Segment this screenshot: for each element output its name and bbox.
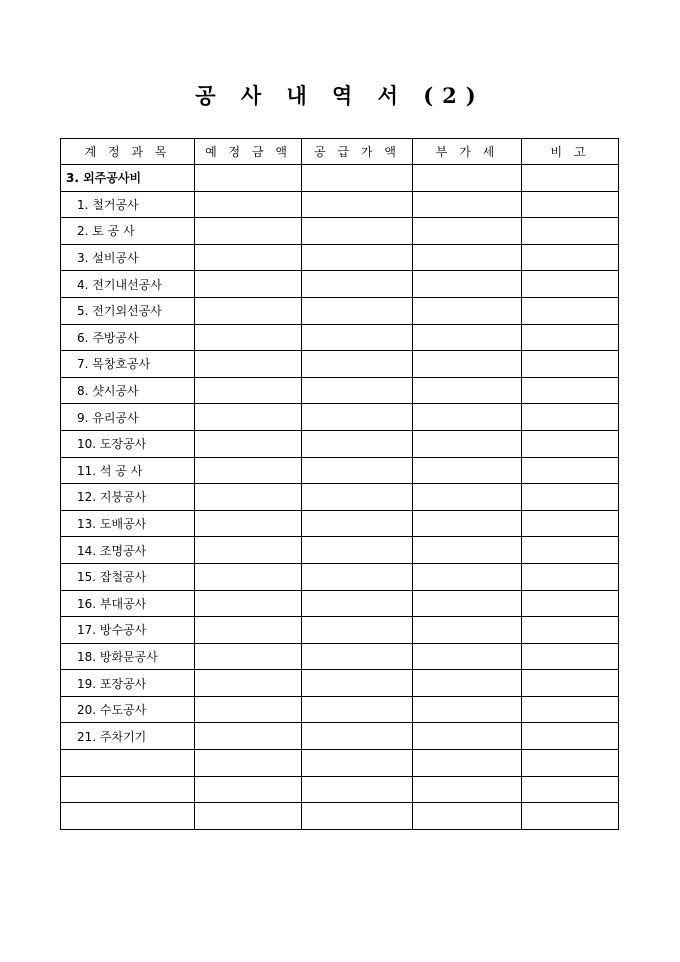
item-label: 5. 전기외선공사 xyxy=(61,297,195,324)
remarks-cell[interactable] xyxy=(522,723,619,750)
table-row xyxy=(61,643,619,670)
item-label xyxy=(61,750,195,777)
supply-value-cell[interactable] xyxy=(302,803,413,830)
supply-value-cell[interactable] xyxy=(302,776,413,803)
construction-details-table xyxy=(60,138,619,830)
empty-row xyxy=(61,803,619,830)
item-label: 9. 유리공사 xyxy=(61,404,195,431)
remarks-cell[interactable] xyxy=(522,696,619,723)
table-row xyxy=(61,723,619,750)
supply-value-cell[interactable] xyxy=(302,723,413,750)
table-row xyxy=(61,377,619,404)
table-row xyxy=(61,430,619,457)
estimated-amount-cell[interactable] xyxy=(195,430,302,457)
remarks-cell[interactable] xyxy=(522,377,619,404)
estimated-amount-cell[interactable] xyxy=(195,776,302,803)
header-vat: 부 가 세 xyxy=(413,139,522,165)
vat-cell[interactable] xyxy=(413,776,522,803)
vat-cell[interactable] xyxy=(413,803,522,830)
table-row xyxy=(61,537,619,564)
item-label: 10. 도장공사 xyxy=(61,430,195,457)
estimated-amount-cell[interactable] xyxy=(195,750,302,777)
vat-cell[interactable] xyxy=(413,404,522,431)
header-estimated-amount: 예 정 금 액 xyxy=(195,139,302,165)
table-row xyxy=(61,696,619,723)
table-row xyxy=(61,563,619,590)
supply-value-cell[interactable] xyxy=(302,271,413,298)
vat-cell[interactable] xyxy=(413,324,522,351)
vat-cell[interactable] xyxy=(413,537,522,564)
vat-cell[interactable] xyxy=(413,191,522,218)
estimated-amount-cell[interactable] xyxy=(195,324,302,351)
vat-cell[interactable] xyxy=(413,351,522,378)
supply-value-cell[interactable] xyxy=(302,590,413,617)
remarks-cell[interactable] xyxy=(522,218,619,245)
remarks-cell[interactable] xyxy=(522,617,619,644)
supply-value-cell[interactable] xyxy=(302,297,413,324)
table-row xyxy=(61,297,619,324)
supply-value-cell[interactable] xyxy=(302,457,413,484)
item-label: 1. 철거공사 xyxy=(61,191,195,218)
table-row xyxy=(61,590,619,617)
remarks-cell[interactable] xyxy=(522,590,619,617)
supply-value-cell[interactable] xyxy=(302,165,413,192)
vat-cell[interactable] xyxy=(413,218,522,245)
remarks-cell[interactable] xyxy=(522,324,619,351)
remarks-cell[interactable] xyxy=(522,244,619,271)
item-label: 20. 수도공사 xyxy=(61,696,195,723)
supply-value-cell[interactable] xyxy=(302,324,413,351)
table-row xyxy=(61,191,619,218)
estimated-amount-cell[interactable] xyxy=(195,351,302,378)
estimated-amount-cell[interactable] xyxy=(195,377,302,404)
supply-value-cell[interactable] xyxy=(302,617,413,644)
vat-cell[interactable] xyxy=(413,244,522,271)
document-title: 공 사 내 역 서 (2) xyxy=(195,83,485,108)
remarks-cell[interactable] xyxy=(522,750,619,777)
estimated-amount-cell[interactable] xyxy=(195,803,302,830)
table-row xyxy=(61,218,619,245)
estimated-amount-cell[interactable] xyxy=(195,218,302,245)
item-label: 21. 주차기기 xyxy=(61,723,195,750)
item-label: 7. 목창호공사 xyxy=(61,351,195,378)
remarks-cell[interactable] xyxy=(522,457,619,484)
estimated-amount-cell[interactable] xyxy=(195,271,302,298)
header-remarks: 비 고 xyxy=(522,139,619,165)
estimated-amount-cell[interactable] xyxy=(195,457,302,484)
estimated-amount-cell[interactable] xyxy=(195,404,302,431)
remarks-cell[interactable] xyxy=(522,537,619,564)
remarks-cell[interactable] xyxy=(522,271,619,298)
vat-cell[interactable] xyxy=(413,643,522,670)
remarks-cell[interactable] xyxy=(522,297,619,324)
estimated-amount-cell[interactable] xyxy=(195,510,302,537)
vat-cell[interactable] xyxy=(413,165,522,192)
remarks-cell[interactable] xyxy=(522,776,619,803)
item-label: 13. 도배공사 xyxy=(61,510,195,537)
item-label: 3. 설비공사 xyxy=(61,244,195,271)
supply-value-cell[interactable] xyxy=(302,484,413,511)
estimated-amount-cell[interactable] xyxy=(195,563,302,590)
item-label xyxy=(61,803,195,830)
vat-cell[interactable] xyxy=(413,271,522,298)
vat-cell[interactable] xyxy=(413,750,522,777)
vat-cell[interactable] xyxy=(413,430,522,457)
table-body xyxy=(61,165,619,830)
estimated-amount-cell[interactable] xyxy=(195,617,302,644)
remarks-cell[interactable] xyxy=(522,803,619,830)
item-label: 18. 방화문공사 xyxy=(61,643,195,670)
estimated-amount-cell[interactable] xyxy=(195,484,302,511)
item-label: 11. 석 공 사 xyxy=(61,457,195,484)
category-row xyxy=(61,165,619,192)
remarks-cell[interactable] xyxy=(522,351,619,378)
vat-cell[interactable] xyxy=(413,670,522,697)
vat-cell[interactable] xyxy=(413,723,522,750)
estimated-amount-cell[interactable] xyxy=(195,165,302,192)
item-label: 14. 조명공사 xyxy=(61,537,195,564)
supply-value-cell[interactable] xyxy=(302,696,413,723)
supply-value-cell[interactable] xyxy=(302,191,413,218)
table-row xyxy=(61,244,619,271)
supply-value-cell[interactable] xyxy=(302,643,413,670)
remarks-cell[interactable] xyxy=(522,404,619,431)
supply-value-cell[interactable] xyxy=(302,404,413,431)
remarks-cell[interactable] xyxy=(522,563,619,590)
vat-cell[interactable] xyxy=(413,510,522,537)
header-account-item: 계 정 과 목 xyxy=(61,139,195,165)
table-row xyxy=(61,484,619,511)
estimated-amount-cell[interactable] xyxy=(195,696,302,723)
remarks-cell[interactable] xyxy=(522,670,619,697)
header-supply-value: 공 급 가 액 xyxy=(302,139,413,165)
category-label: 3. 외주공사비 xyxy=(61,165,195,192)
remarks-cell[interactable] xyxy=(522,510,619,537)
estimated-amount-cell[interactable] xyxy=(195,297,302,324)
item-label: 6. 주방공사 xyxy=(61,324,195,351)
vat-cell[interactable] xyxy=(413,484,522,511)
supply-value-cell[interactable] xyxy=(302,750,413,777)
estimated-amount-cell[interactable] xyxy=(195,191,302,218)
remarks-cell[interactable] xyxy=(522,484,619,511)
estimated-amount-cell[interactable] xyxy=(195,670,302,697)
vat-cell[interactable] xyxy=(413,297,522,324)
vat-cell[interactable] xyxy=(413,563,522,590)
supply-value-cell[interactable] xyxy=(302,537,413,564)
supply-value-cell[interactable] xyxy=(302,510,413,537)
vat-cell[interactable] xyxy=(413,377,522,404)
estimated-amount-cell[interactable] xyxy=(195,590,302,617)
item-label: 15. 잡철공사 xyxy=(61,563,195,590)
supply-value-cell[interactable] xyxy=(302,218,413,245)
table-row xyxy=(61,271,619,298)
table-row xyxy=(61,617,619,644)
table-row xyxy=(61,351,619,378)
vat-cell[interactable] xyxy=(413,617,522,644)
remarks-cell[interactable] xyxy=(522,165,619,192)
estimated-amount-cell[interactable] xyxy=(195,537,302,564)
table-row xyxy=(61,510,619,537)
remarks-cell[interactable] xyxy=(522,191,619,218)
item-label xyxy=(61,776,195,803)
vat-cell[interactable] xyxy=(413,457,522,484)
item-label: 19. 포장공사 xyxy=(61,670,195,697)
table-row xyxy=(61,404,619,431)
table-row xyxy=(61,324,619,351)
table-row xyxy=(61,670,619,697)
supply-value-cell[interactable] xyxy=(302,377,413,404)
estimated-amount-cell[interactable] xyxy=(195,244,302,271)
table-row xyxy=(61,457,619,484)
empty-row xyxy=(61,750,619,777)
vat-cell[interactable] xyxy=(413,696,522,723)
estimated-amount-cell[interactable] xyxy=(195,643,302,670)
supply-value-cell[interactable] xyxy=(302,430,413,457)
table-header-row xyxy=(61,139,619,165)
supply-value-cell[interactable] xyxy=(302,244,413,271)
item-label: 4. 전기내선공사 xyxy=(61,271,195,298)
supply-value-cell[interactable] xyxy=(302,670,413,697)
item-label: 12. 지붕공사 xyxy=(61,484,195,511)
item-label: 2. 토 공 사 xyxy=(61,218,195,245)
remarks-cell[interactable] xyxy=(522,430,619,457)
supply-value-cell[interactable] xyxy=(302,351,413,378)
vat-cell[interactable] xyxy=(413,590,522,617)
empty-row xyxy=(61,776,619,803)
remarks-cell[interactable] xyxy=(522,643,619,670)
item-label: 16. 부대공사 xyxy=(61,590,195,617)
supply-value-cell[interactable] xyxy=(302,563,413,590)
estimated-amount-cell[interactable] xyxy=(195,723,302,750)
item-label: 8. 샷시공사 xyxy=(61,377,195,404)
item-label: 17. 방수공사 xyxy=(61,617,195,644)
